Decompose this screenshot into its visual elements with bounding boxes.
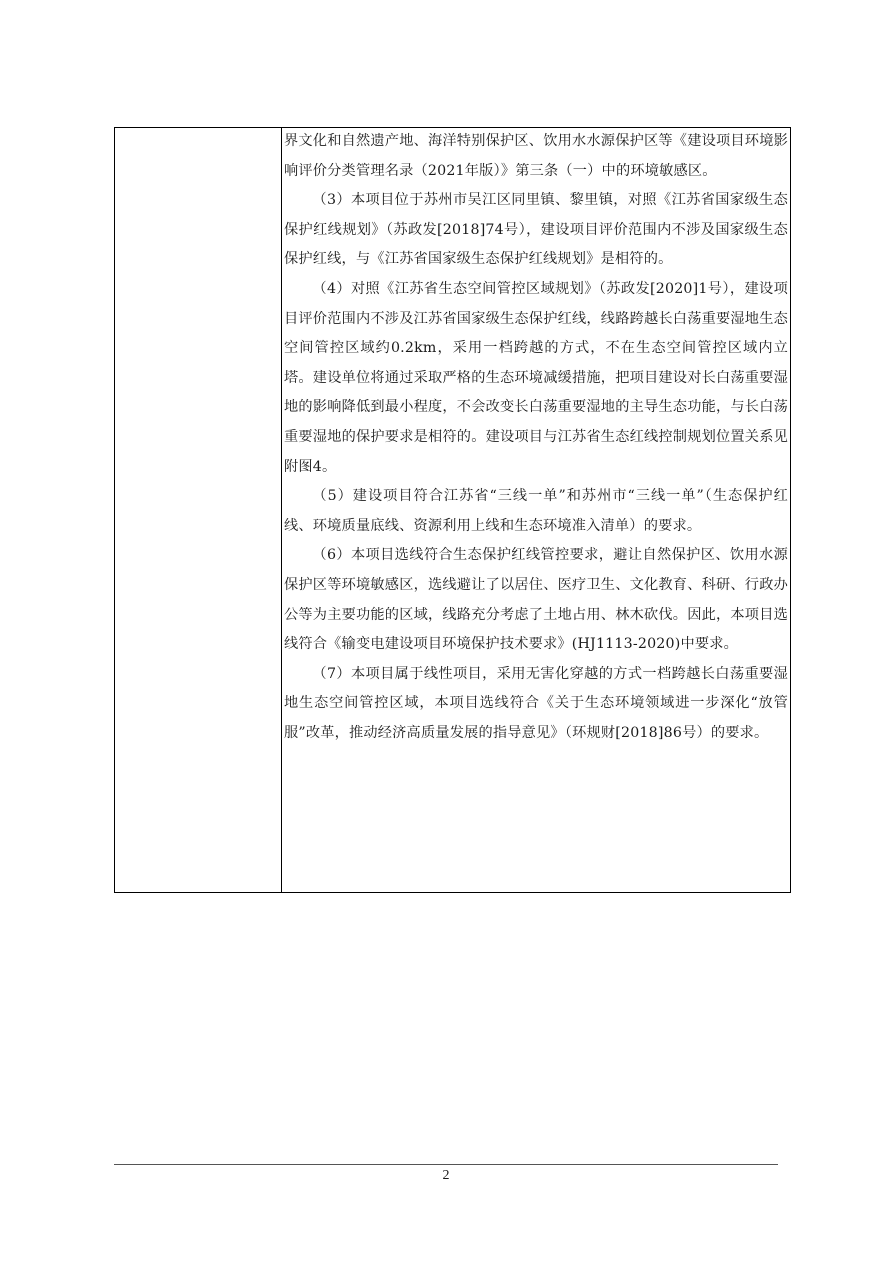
footer-divider — [114, 1164, 778, 1165]
page-number: 2 — [442, 1168, 450, 1183]
table-left-column — [115, 128, 282, 892]
paragraph-item-5: （5）建设项目符合江苏省“三线一单”和苏州市“三线一单”（生态保护红线、环境质量底线、资源利用上线和生态环境准入清单）的要求。 — [284, 488, 788, 534]
table-right-column — [282, 128, 790, 892]
paragraph-item-4: （4）对照《江苏省生态空间管控区域规划》（苏政发[2020]1号），建设项目评价范围内不涉及江苏省国家级生态保护红线，线路跨越长白荡重要湿地生态空间管控区域约0.2km，采用一档跨越的方式，不在生态空间管控区域内立塔。建设单位将通过采取严格的生态环境减缓措施，把项目建设对长白荡重要湿地的影响降低到最小程度，不会改变长白荡重要湿地的主导生态功能，与长白荡重要湿地的保护要求是相符的。建设项目与江苏省生态红线控制规划位置关系见附图4。 — [284, 280, 788, 475]
paragraph-continuation: 界文化和自然遗产地、海洋特别保护区、饮用水水源保护区等《建设项目环境影响评价分类管理名录（2021年版）》第三条（一）中的环境敏感区。 — [284, 133, 788, 179]
paragraph-item-6: （6）本项目选线符合生态保护红线管控要求，避让自然保护区、饮用水源保护区等环境敏感区，选线避让了以居住、医疗卫生、文化教育、科研、行政办公等为主要功能的区域，线路充分考虑了土地占用、林木砍伐。因此，本项目选线符合《输变电建设项目环境保护技术要求》(HJ1113-2020)中要求。 — [284, 547, 788, 653]
paragraph-item-7: （7）本项目属于线性项目，采用无害化穿越的方式一档跨越长白荡重要湿地生态空间管控区域，本项目选线符合《关于生态环境领域进一步深化“放管服”改革，推动经济高质量发展的指导意见》（环规财[2018]86号）的要求。 — [284, 665, 788, 741]
paragraph-item-3: （3）本项目位于苏州市吴江区同里镇、黎里镇，对照《江苏省国家级生态保护红线规划》（苏政发[2018]74号），建设项目评价范围内不涉及国家级生态保护红线，与《江苏省国家级生态保护红线规划》是相符的。 — [284, 192, 788, 268]
content-table — [114, 127, 791, 893]
